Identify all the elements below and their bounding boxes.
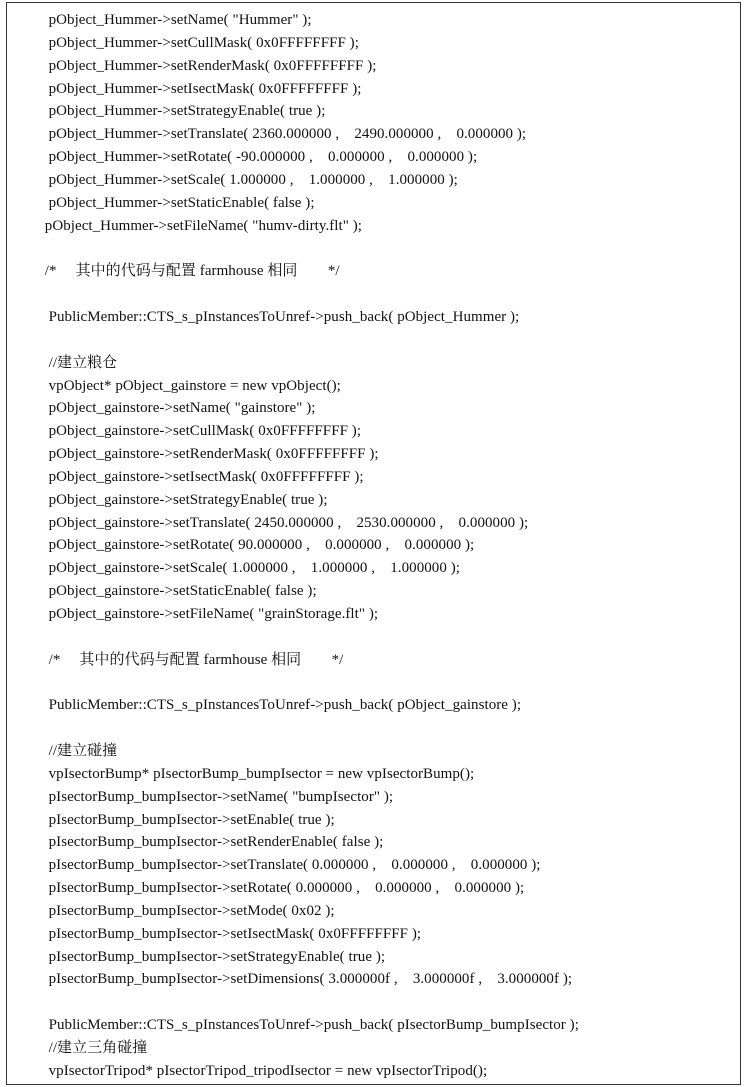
code-line: pObject_gainstore->setScale( 1.000000 , 1.000000 , 1.000000 ); (41, 560, 460, 577)
code-line: pObject_Hummer->setName( "Hummer" ); (41, 12, 312, 28)
code-line: pIsectorBump_bumpIsector->setTranslate( 0.000000 , 0.000000 , 0.000000 ); (41, 857, 541, 874)
blank-line (41, 237, 741, 260)
code-line: pIsectorBump_bumpIsector->setRotate( 0.000000 , 0.000000 , 0.000000 ); (41, 880, 525, 897)
code-line: pIsectorBump_bumpIsector->setName( "bumpIsector" ); (41, 788, 394, 805)
blank-line (41, 283, 741, 306)
blank-line (41, 717, 741, 740)
code-line: pObject_Hummer->setRenderMask( 0x0FFFFFFFF ); (41, 57, 377, 74)
code-line: pObject_gainstore->setTranslate( 2450.000000 , 2530.000000 , 0.000000 ); (41, 514, 529, 531)
code-line: pObject_gainstore->setFileName( "grainStorage.flt" ); (41, 605, 379, 622)
code-line: pObject_gainstore->setStaticEnable( false ); (41, 583, 317, 600)
code-line: //建立粮仓 (41, 354, 118, 371)
code-line: pObject_Hummer->setTranslate( 2360.000000 , 2490.000000 , 0.000000 ); (41, 126, 527, 143)
code-line: pObject_gainstore->setIsectMask( 0x0FFFFFFFF ); (41, 468, 364, 485)
code-line: pObject_gainstore->setStrategyEnable( true ); (41, 491, 328, 508)
code-line: /* 其中的代码与配置 farmhouse 相同 */ (41, 263, 340, 280)
blank-line (41, 671, 741, 694)
code-line: PublicMember::CTS_s_pInstancesToUnref->push_back( pObject_gainstore ); (41, 697, 522, 714)
blank-line (41, 991, 741, 1014)
code-line: pObject_gainstore->setName( "gainstore" ); (41, 400, 316, 417)
blank-line (41, 626, 741, 649)
code-line: pObject_Hummer->setIsectMask( 0x0FFFFFFFF ); (41, 80, 362, 97)
code-line: pObject_gainstore->setRenderMask( 0x0FFFFFFFF ); (41, 446, 379, 463)
code-line: pIsectorBump_bumpIsector->setStrategyEnable( true ); (41, 948, 386, 965)
code-line: pIsectorBump_bumpIsector->setMode( 0x02 ); (41, 902, 335, 919)
code-line: PublicMember::CTS_s_pInstancesToUnref->push_back( pIsectorBump_bumpIsector ); (41, 1017, 579, 1034)
code-line: pObject_gainstore->setRotate( 90.000000 , 0.000000 , 0.000000 ); (41, 537, 475, 554)
code-line: pIsectorBump_bumpIsector->setEnable( true ); (41, 811, 335, 828)
code-line: pObject_Hummer->setStrategyEnable( true ); (41, 103, 326, 120)
code-line: //建立碰撞 (41, 743, 118, 759)
code-lines (41, 9, 741, 1083)
code-line: pObject_Hummer->setScale( 1.000000 , 1.000000 , 1.000000 ); (41, 171, 458, 188)
code-line: pIsectorBump_bumpIsector->setIsectMask( 0x0FFFFFFFF ); (41, 925, 422, 942)
code-listing-box (6, 2, 741, 1085)
code-line: pObject_Hummer->setRotate( -90.000000 , 0.000000 , 0.000000 ); (41, 149, 478, 166)
blank-line (41, 329, 741, 352)
code-line: /* 其中的代码与配置 farmhouse 相同 */ (41, 651, 344, 668)
code-line: vpIsectorBump* pIsectorBump_bumpIsector = new vpIsectorBump(); (41, 765, 475, 782)
code-line: PublicMember::CTS_s_pInstancesToUnref->push_back( pObject_Hummer ); (41, 308, 520, 325)
code-line: vpIsectorTripod* pIsectorTripod_tripodIsector = new vpIsectorTripod(); (41, 1062, 488, 1079)
code-line: pObject_Hummer->setCullMask( 0x0FFFFFFFF ); (41, 34, 359, 51)
code-line: //建立三角碰撞 (41, 1039, 148, 1056)
code-line: pObject_Hummer->setStaticEnable( false ); (41, 194, 315, 211)
code-line: pObject_Hummer->setFileName( "humv-dirty.flt" ); (41, 217, 362, 234)
code-line: vpObject* pObject_gainstore = new vpObject(); (41, 377, 341, 394)
code-line: pIsectorBump_bumpIsector->setDimensions( 3.000000f , 3.000000f , 3.000000f ); (41, 971, 573, 988)
code-line: pObject_gainstore->setCullMask( 0x0FFFFFFFF ); (41, 423, 362, 440)
code-line: pIsectorBump_bumpIsector->setRenderEnable( false ); (41, 834, 384, 851)
